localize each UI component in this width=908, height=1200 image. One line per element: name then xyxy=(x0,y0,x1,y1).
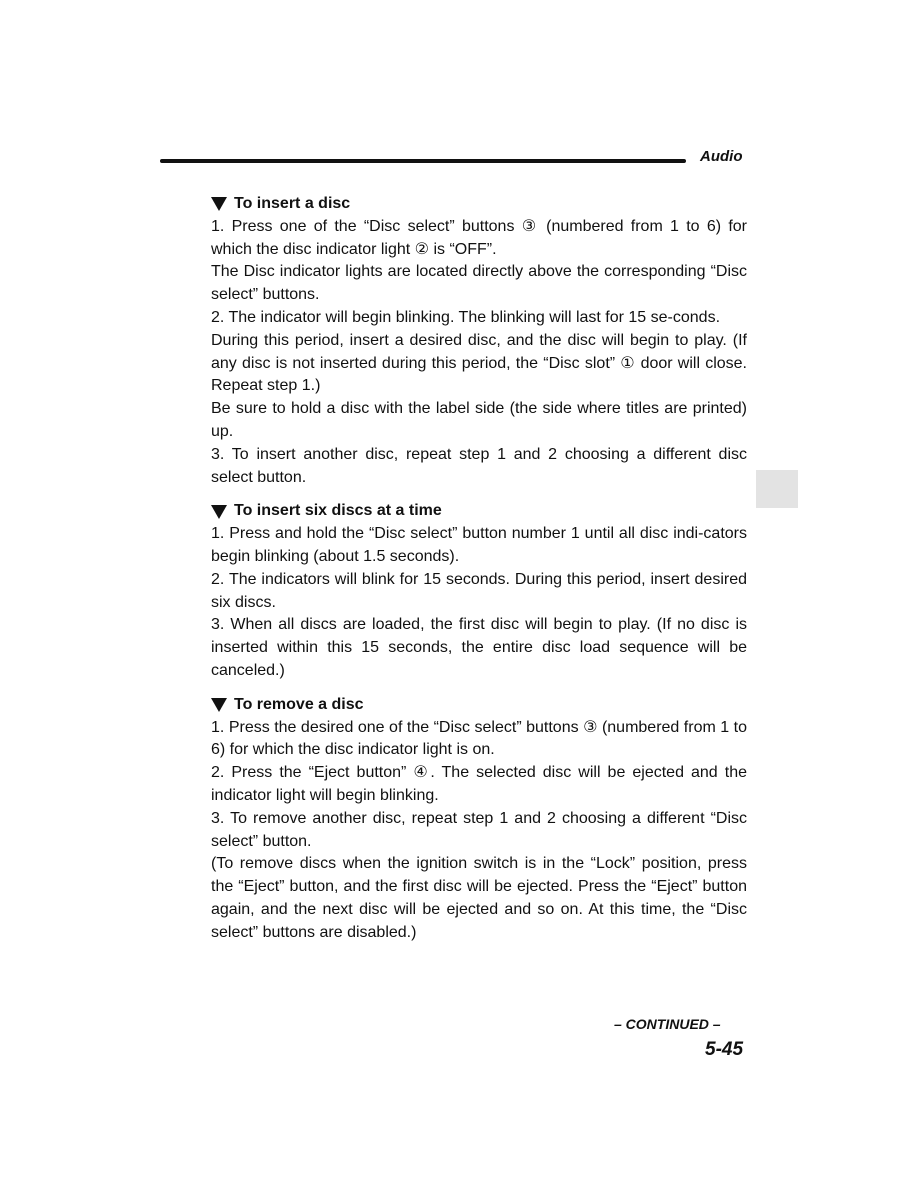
section-insert-disc xyxy=(211,193,747,489)
paragraph: Be sure to hold a disc with the label side (the side where titles are printed) up. xyxy=(211,400,747,440)
header-rule xyxy=(160,159,686,163)
paragraph: 3. To remove another disc, repeat step 1 and 2 choosing a different “Disc select” button. xyxy=(211,809,747,850)
paragraph: 1. Press one of the “Disc select” buttons ③ (numbered from 1 to 6) for which the disc indicator light ② is “OFF”. xyxy=(211,217,747,258)
page-number: 5-45 xyxy=(705,1039,744,1060)
section-insert-six-discs xyxy=(211,500,747,682)
triangle-bullet-icon xyxy=(211,505,227,519)
continued-label: – CONTINUED – xyxy=(614,1016,721,1032)
heading-text: To insert a disc xyxy=(234,195,351,212)
paragraph: 3. When all discs are loaded, the first disc will begin to play. (If no disc is inserted within this 15 seconds, the entire disc load sequence will be canceled.) xyxy=(211,616,747,679)
triangle-bullet-icon xyxy=(211,197,227,211)
heading-text: To insert six discs at a time xyxy=(234,502,442,520)
section-label: Audio xyxy=(700,148,743,165)
triangle-bullet-icon xyxy=(211,698,227,712)
paragraph: 2. Press the “Eject button” ④. The selected disc will be ejected and the indicator light will begin blinking. xyxy=(211,764,747,804)
section-remove-disc xyxy=(211,694,747,945)
paragraph: 2. The indicator will begin blinking. The blinking will last for 15 se-conds. xyxy=(211,308,721,326)
paragraph: The Disc indicator lights are located directly above the corresponding “Disc select” buttons. xyxy=(211,263,747,304)
section-heading xyxy=(211,694,747,717)
paragraph: 3. To insert another disc, repeat step 1 and 2 choosing a different disc select button. xyxy=(211,445,747,486)
paragraph: 1. Press and hold the “Disc select” button number 1 until all disc indi-cators begin blinking (about 1.5 seconds). xyxy=(211,525,747,565)
section-heading xyxy=(211,500,747,523)
paragraph: (To remove discs when the ignition switch is in the “Lock” position, press the “Eject” button, and the first disc will be ejected. Press the “Eject” button again, and the next disc will be ejected and so on. At this time, the “Disc select” buttons are disabled.) xyxy=(211,855,747,941)
paragraph: 1. Press the desired one of the “Disc select” buttons ③ (numbered from 1 to 6) for which the disc indicator light is on. xyxy=(211,718,747,759)
heading-text: To remove a disc xyxy=(234,695,364,713)
paragraph: 2. The indicators will blink for 15 seconds. During this period, insert desired six discs. xyxy=(211,570,747,611)
paragraph: During this period, insert a desired disc, and the disc will begin to play. (If any disc is not inserted during this period, the “Disc slot” ① door will close. Repeat step 1.) xyxy=(211,331,747,395)
chapter-tab xyxy=(756,470,798,508)
section-heading xyxy=(211,193,747,216)
page-content xyxy=(211,193,747,956)
